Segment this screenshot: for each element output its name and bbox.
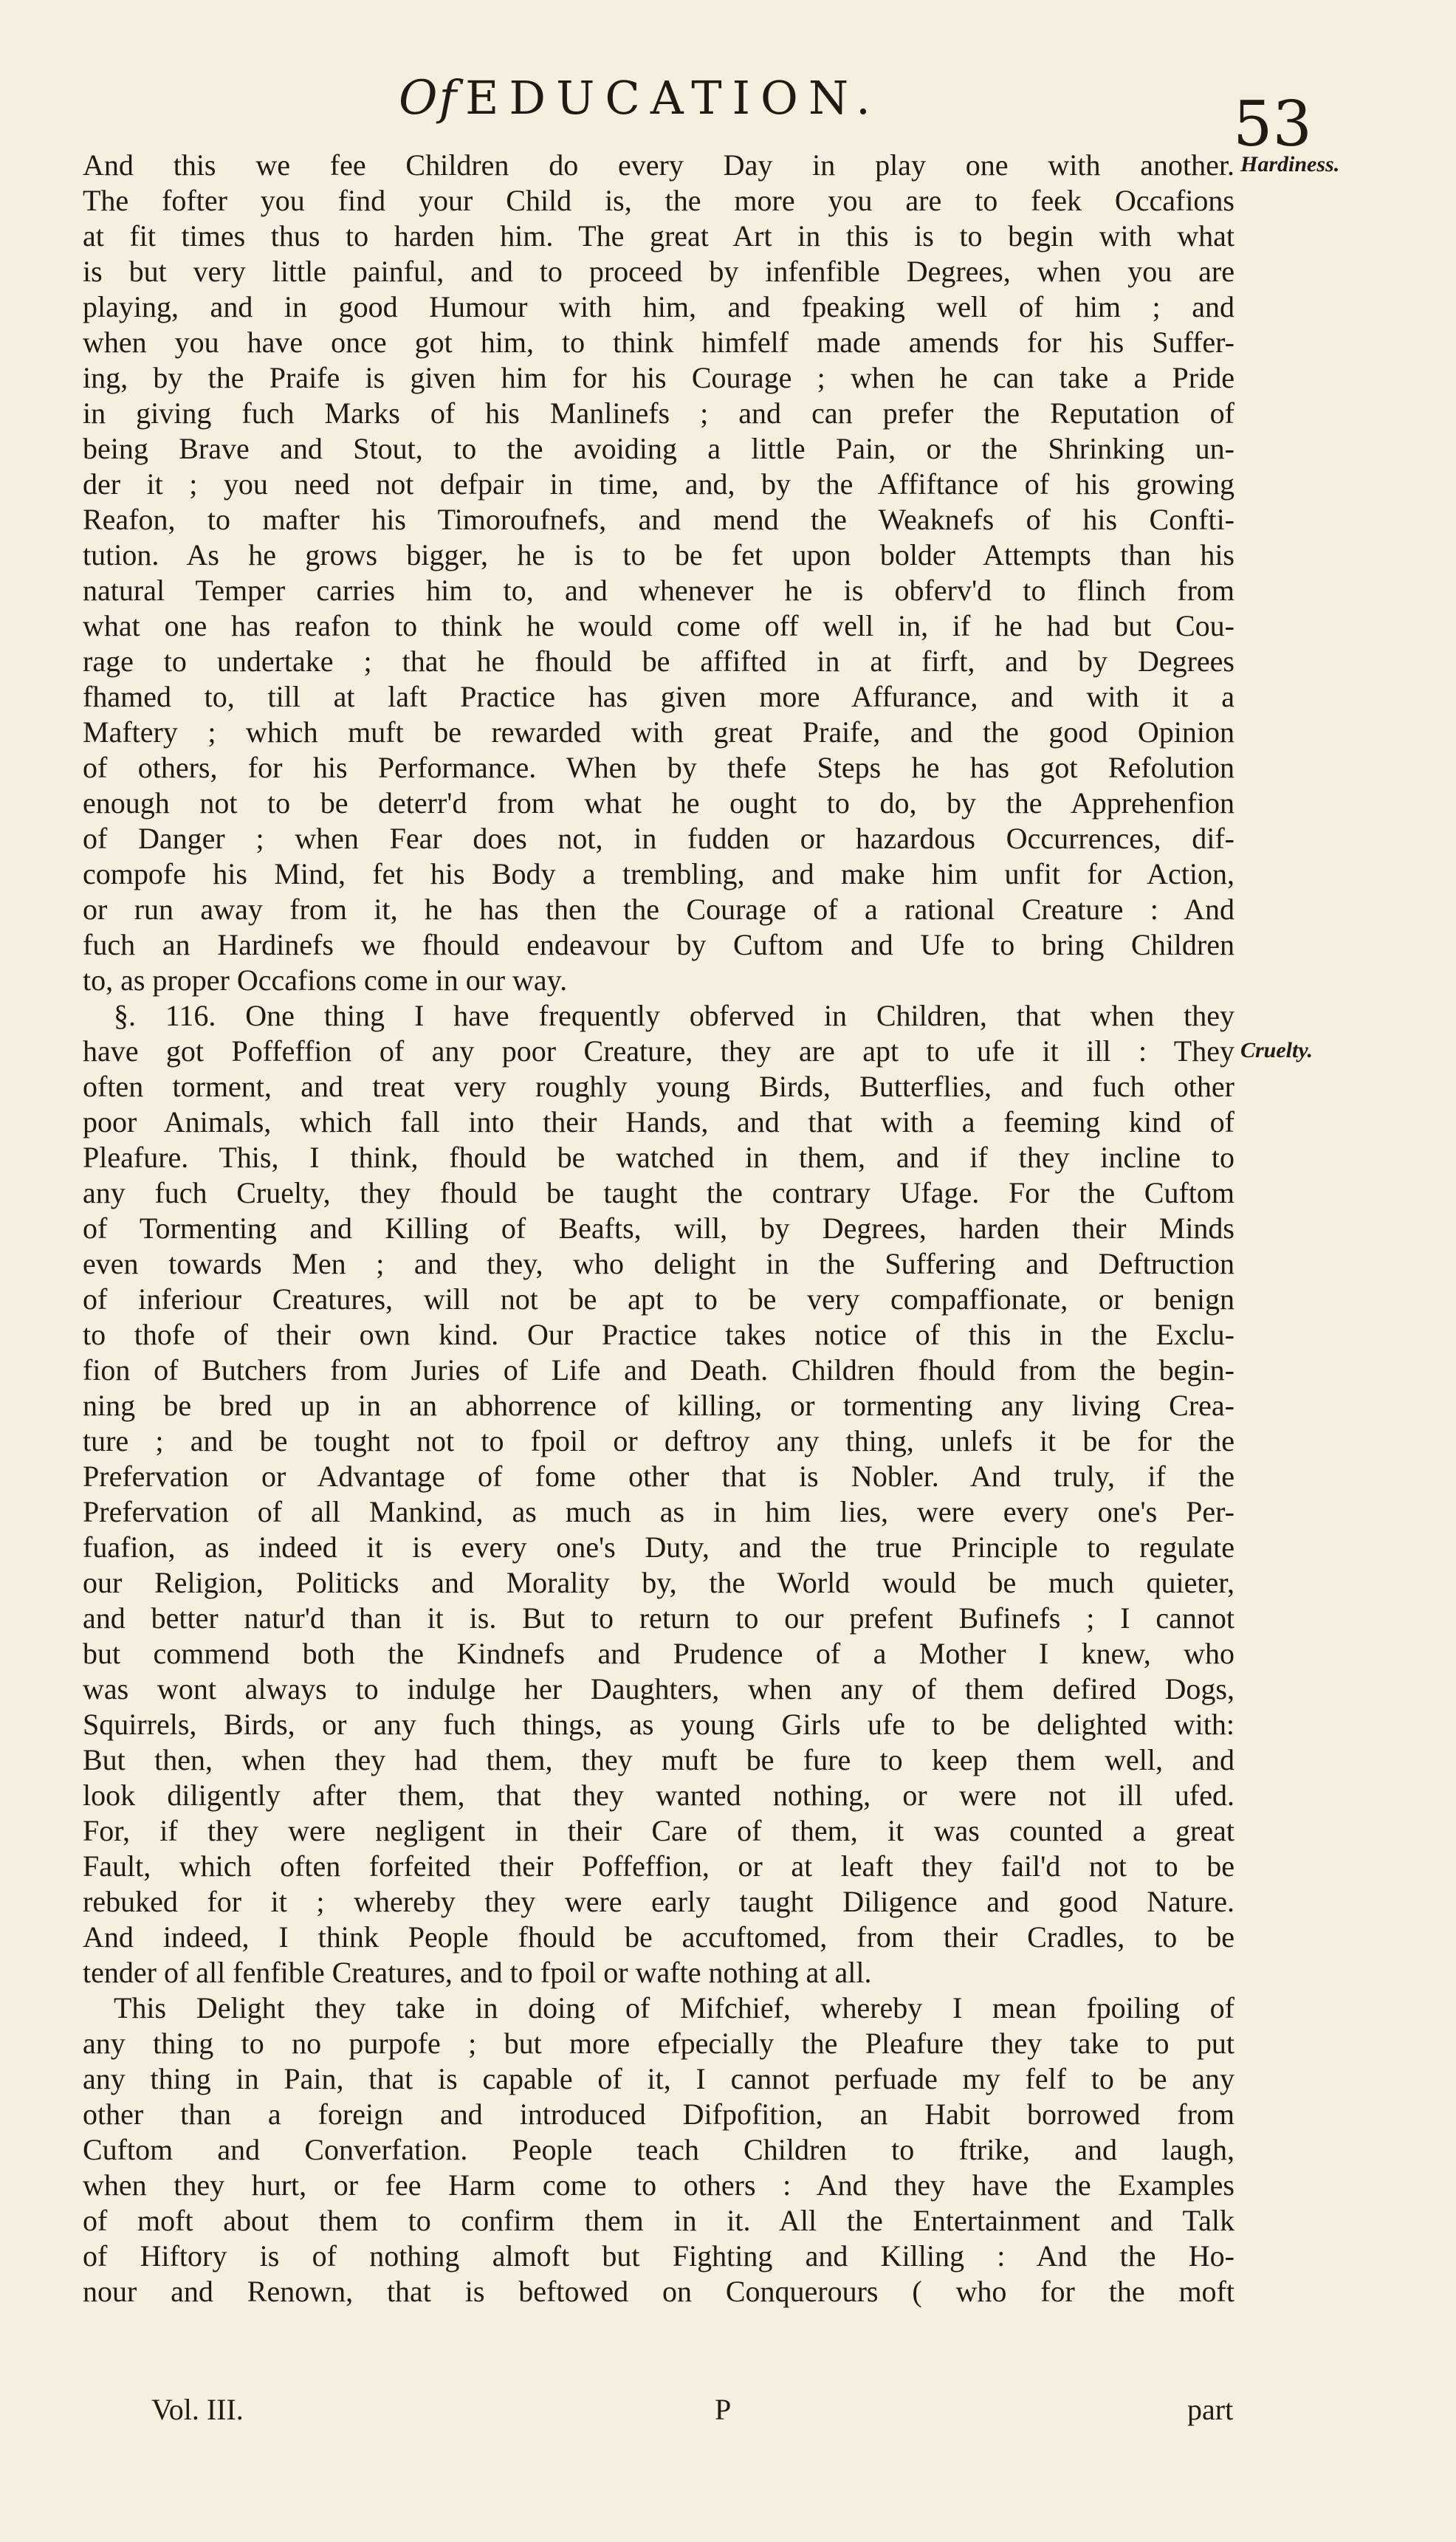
text-line: Cuftom and Converfation. People teach Children to ftrike, and laugh,	[83, 2133, 1234, 2166]
running-head-of: Of	[399, 71, 459, 126]
text-line: fuafion, as indeed it is every one's Duty, and the true Principle to regulate	[83, 1531, 1234, 1564]
text-line: fion of Butchers from Juries of Life and Death. Children fhould from the begin-	[83, 1353, 1234, 1387]
text-line: our Religion, Politicks and Morality by, the World would be much quieter,	[83, 1566, 1234, 1599]
margin-note-hardiness: Hardiness.	[1240, 152, 1340, 176]
text-line: Pleafure. This, I think, fhould be watched in them, and if they incline to	[83, 1141, 1234, 1174]
text-line: Prefervation or Advantage of fome other that is Nobler. And truly, if the	[83, 1460, 1234, 1493]
text-line: of others, for his Performance. When by thefe Steps he has got Refolution	[83, 751, 1234, 784]
text-line: other than a foreign and introduced Difpofition, an Habit borrowed from	[83, 2098, 1234, 2131]
text-line: and better natur'd than it is. But to return to our prefent Bufinefs ; I cannot	[83, 1601, 1234, 1635]
text-line: Squirrels, Birds, or any fuch things, as young Girls ufe to be delighted with:	[83, 1708, 1234, 1741]
text-line: any fuch Cruelty, they fhould be taught the contrary Ufage. For the Cuftom	[83, 1176, 1234, 1209]
text-line: of inferiour Creatures, will not be apt to be very compaffionate, or benign	[83, 1282, 1234, 1316]
text-line: natural Temper carries him to, and whenever he is obferv'd to flinch from	[83, 574, 1234, 607]
text-line: poor Animals, which fall into their Hands, and that with a feeming kind of	[83, 1105, 1234, 1138]
footer-signature-mark: P	[715, 2393, 732, 2426]
text-line: or run away from it, he has then the Courage of a rational Creature : And	[83, 893, 1234, 926]
text-line: enough not to be deterr'd from what he ought to do, by the Apprehenfion	[83, 786, 1234, 820]
body-text	[83, 148, 1234, 2309]
running-head	[399, 71, 881, 126]
text-line: The fofter you find your Child is, the more you are to feek Occafions	[83, 184, 1234, 217]
text-line: any thing to no purpofe ; but more efpecially the Pleafure they take to put	[83, 2027, 1234, 2060]
text-line: ture ; and be tought not to fpoil or deftroy any thing, unlefs it be for the	[83, 1424, 1234, 1457]
footer-catchword: part	[1187, 2393, 1234, 2426]
text-line: This Delight they take in doing of Mifchief, whereby I mean fpoiling of	[114, 1991, 1234, 2024]
text-line: being Brave and Stout, to the avoiding a little Pain, or the Shrinking un-	[83, 432, 1234, 465]
text-line: of Danger ; when Fear does not, in fudden or hazardous Occurrences, dif-	[83, 822, 1234, 855]
text-line: ing, by the Praife is given him for his Courage ; when he can take a Pride	[83, 361, 1234, 394]
text-line: to thofe of their own kind. Our Practice takes notice of this in the Exclu-	[83, 1318, 1234, 1351]
text-line: even towards Men ; and they, who delight in the Suffering and Deftruction	[83, 1247, 1234, 1280]
running-head-title: EDUCATION.	[465, 71, 881, 125]
text-line: what one has reafon to think he would come off well in, if he had but Cou-	[83, 609, 1234, 642]
text-line: of Tormenting and Killing of Beafts, will, by Degrees, harden their Minds	[83, 1212, 1234, 1245]
margin-note-cruelty: Cruelty.	[1240, 1038, 1314, 1062]
text-line: §. 116. One thing I have frequently obferved in Children, that when they	[114, 999, 1234, 1032]
text-line: but commend both the Kindnefs and Prudence of a Mother I knew, who	[83, 1637, 1234, 1670]
text-line: And this we fee Children do every Day in play one with another.	[83, 148, 1234, 182]
text-line: der it ; you need not defpair in time, and, by the Affiftance of his growing	[83, 467, 1234, 501]
text-line: And indeed, I think People fhould be accuftomed, from their Cradles, to be	[83, 1920, 1234, 1954]
text-line: playing, and in good Humour with him, and fpeaking well of him ; and	[83, 290, 1234, 323]
text-line: rebuked for it ; whereby they were early taught Diligence and good Nature.	[83, 1885, 1234, 1918]
text-line: fhamed to, till at laft Practice has given more Affurance, and with it a	[83, 680, 1234, 713]
text-line: in giving fuch Marks of his Manlinefs ; and can prefer the Reputation of	[83, 396, 1234, 430]
text-line: Maftery ; which muft be rewarded with great Praife, and the good Opinion	[83, 715, 1234, 749]
text-line: nour and Renown, that is beftowed on Conquerours ( who for the moft	[83, 2275, 1234, 2308]
text-line: of Hiftory is of nothing almoft but Fighting and Killing : And the Ho-	[83, 2239, 1234, 2273]
text-line: any thing in Pain, that is capable of it, I cannot perfuade my felf to be any	[83, 2062, 1234, 2095]
text-line: have got Poffeffion of any poor Creature, they are apt to ufe it ill : They	[83, 1034, 1234, 1068]
text-line: when they hurt, or fee Harm come to others : And they have the Examples	[83, 2168, 1234, 2202]
text-line: tender of all fenfible Creatures, and to fpoil or wafte nothing at all.	[83, 1956, 872, 1989]
text-line: For, if they were negligent in their Care of them, it was counted a great	[83, 1814, 1234, 1847]
text-line: ning be bred up in an abhorrence of killing, or tormenting any living Crea-	[83, 1389, 1234, 1422]
text-line: of moft about them to confirm them in it. All the Entertainment and Talk	[83, 2204, 1234, 2237]
text-line: But then, when they had them, they muft be fure to keep them well, and	[83, 1743, 1234, 1776]
text-line: at fit times thus to harden him. The great Art in this is to begin with what	[83, 219, 1234, 253]
text-line: fuch an Hardinefs we fhould endeavour by Cuftom and Ufe to bring Children	[83, 928, 1234, 961]
text-line: was wont always to indulge her Daughters, when any of them defired Dogs,	[83, 1672, 1234, 1705]
text-line: Fault, which often forfeited their Poffeffion, or at leaft they fail'd not to be	[83, 1849, 1234, 1883]
text-line: is but very little painful, and to proceed by infenfible Degrees, when you are	[83, 255, 1234, 288]
text-line: tution. As he grows bigger, he is to be fet upon bolder Attempts than his	[83, 538, 1234, 571]
text-line: compofe his Mind, fet his Body a trembling, and make him unfit for Action,	[83, 857, 1234, 890]
text-line: to, as proper Occafions come in our way.	[83, 963, 568, 997]
footer-volume: Vol. III.	[151, 2393, 244, 2426]
text-line: rage to undertake ; that he fhould be affifted in at firft, and by Degrees	[83, 645, 1234, 678]
text-line: Reafon, to mafter his Timoroufnefs, and mend the Weaknefs of his Confti-	[83, 503, 1234, 536]
text-line: Prefervation of all Mankind, as much as in him lies, were every one's Per-	[83, 1495, 1234, 1528]
text-line: when you have once got him, to think himfelf made amends for his Suffer-	[83, 326, 1234, 359]
text-line: often torment, and treat very roughly young Birds, Butterflies, and fuch other	[83, 1070, 1234, 1103]
page-number: 53	[1233, 88, 1312, 160]
text-line: look diligently after them, that they wanted nothing, or were not ill ufed.	[83, 1779, 1234, 1812]
